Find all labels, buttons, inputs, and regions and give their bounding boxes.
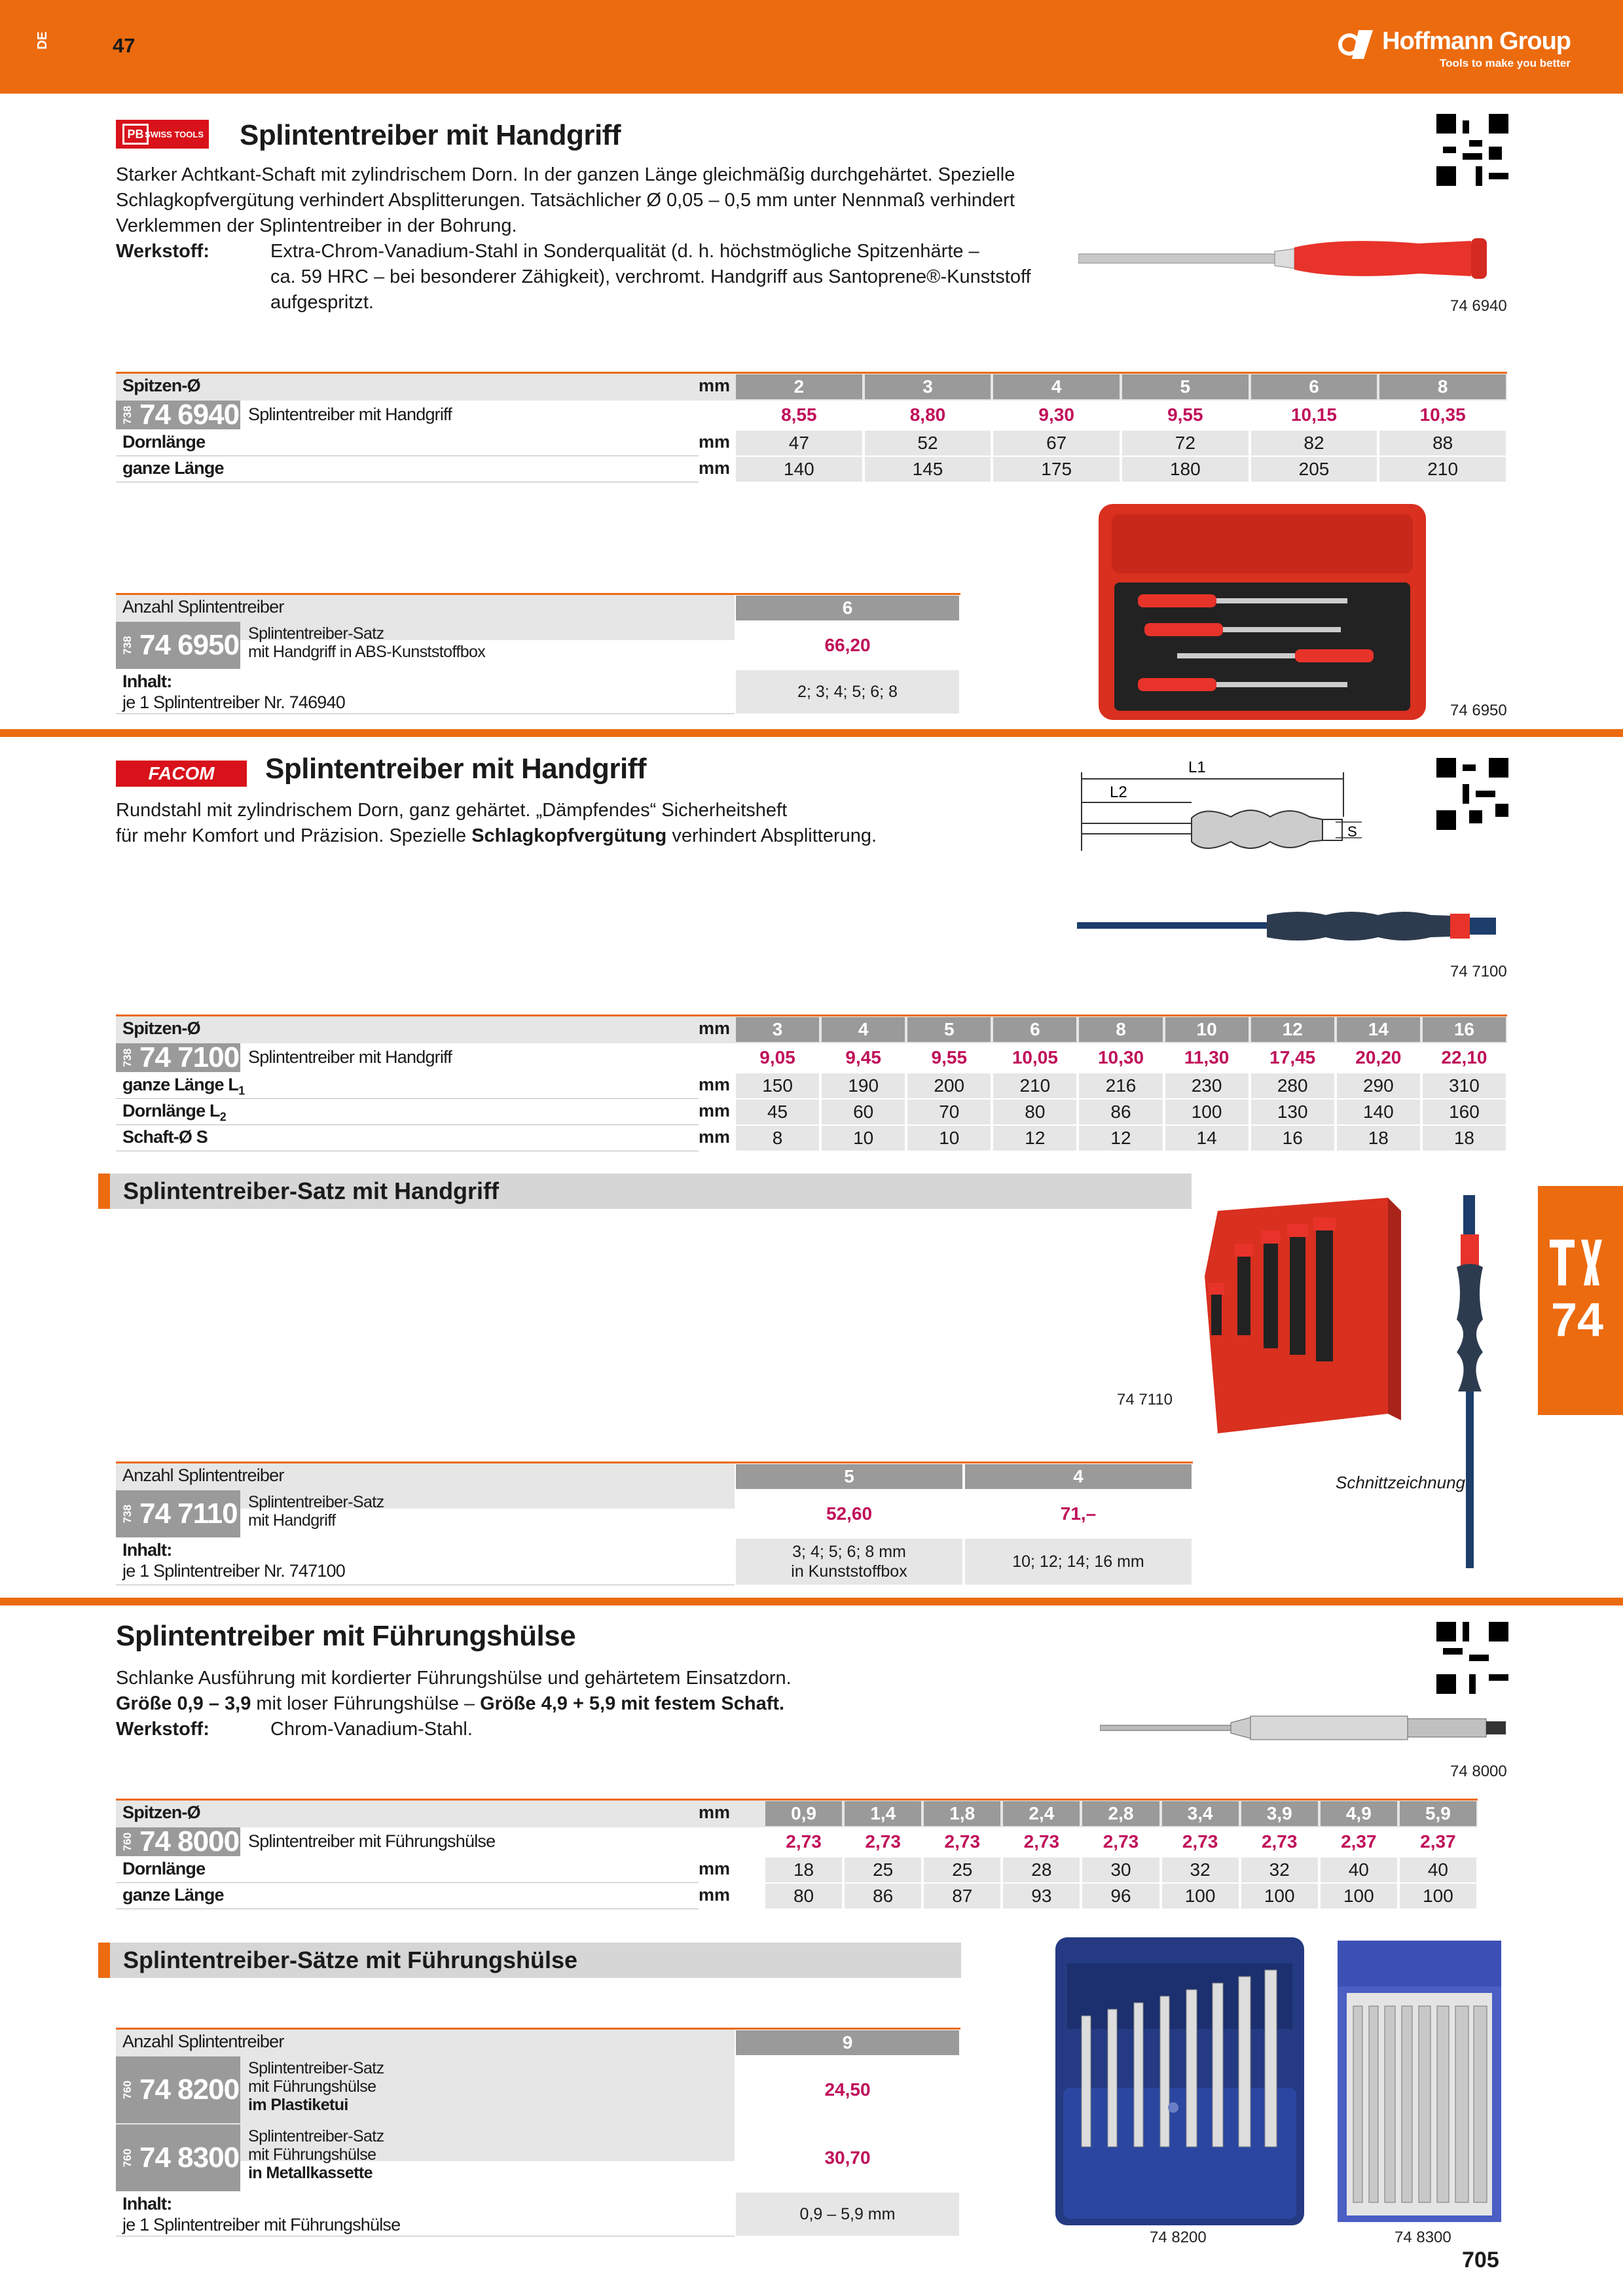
value-cell: 100 [1162,1884,1239,1909]
article-number-cell [116,1827,240,1856]
section-description [116,162,1085,239]
price-cell: 2,73 [1162,1827,1239,1856]
value-cell: 10 [822,1126,905,1151]
value-cell: 310 [1423,1073,1506,1098]
row-label: Spitzen-Ø [122,376,200,395]
value-cell: 12 [993,1126,1076,1151]
inhalt-value [736,1539,962,1585]
article-description [248,2059,384,2114]
size-header: 14 [1337,1017,1420,1042]
image-code: 74 7110 [1117,1391,1173,1408]
inhalt-value [736,2193,959,2236]
logo-text: FACOM [148,763,215,783]
count-label: Anzahl Splintentreiber [122,2032,284,2051]
qr-code-icon[interactable] [1436,114,1508,186]
pin-punch-image [1078,229,1504,295]
table-top-rule [116,2028,960,2030]
size-header: 3 [736,1017,819,1042]
cross-section-label: Schnittzeichnung [1336,1473,1466,1492]
value-cell: 140 [1337,1100,1420,1124]
article-table-746940 [116,372,1507,484]
price-cell: 2,37 [1400,1827,1476,1856]
description-line: mit Führungshülse [248,2077,376,2096]
value-cell: 86 [845,1884,921,1909]
section-title: Splintentreiber mit Handgriff [265,753,646,785]
metal-case-image [1338,1941,1501,2222]
article-number: 74 6950 [139,629,240,661]
cross-section-image [1444,1195,1496,1568]
value-cell: 80 [765,1884,842,1909]
value-cell: 40 [1321,1857,1397,1882]
group-number: 738 [121,636,134,655]
value-cell: 70 [907,1100,991,1124]
group-number: 760 [121,1832,134,1852]
description-line: in Metallkassette [248,2164,373,2182]
size-header: 5,9 [1400,1801,1476,1826]
article-number: 74 8200 [139,2073,240,2106]
qr-code-icon[interactable] [1436,1622,1508,1694]
article-description: Splintentreiber mit Führungshülse [248,1831,496,1851]
row-label-text: Schaft-Ø S [122,1127,208,1147]
price-cell: 9,45 [822,1043,905,1072]
unit-label: mm [699,458,731,478]
inhalt-value-line: 0,9 – 5,9 mm [799,2205,896,2223]
inhalt-text: je 1 Splintentreiber Nr. 746940 [122,692,345,712]
price-cell: 10,15 [1251,401,1377,429]
inhalt-value [736,670,959,713]
set-table-747110 [116,1462,1193,1586]
row-label-text: ganze Länge [122,1885,224,1905]
price-cell: 66,20 [824,635,871,655]
facom-punch-image [1077,903,1509,949]
size-header: 4 [993,374,1120,399]
table-top-rule [116,372,1507,374]
inhalt-text: je 1 Splintentreiber mit Führungshülse [122,2215,401,2234]
value-cell: 96 [1082,1884,1159,1909]
unit-label: mm [699,376,731,395]
description-line: mit Führungshülse [248,2145,376,2164]
value-cell: 10 [907,1126,991,1151]
description-line: Splintentreiber-Satz [248,624,384,643]
subsection-title [98,1174,1192,1209]
article-description [248,624,485,661]
description-line: Splintentreiber-Satz [248,2127,384,2145]
value-cell: 40 [1400,1857,1476,1882]
desc-line: Rundstahl mit zylindrischem Dorn, ganz gehärtet. „Dämpfendes“ Sicherheitsheft [116,800,788,821]
size-header: 8 [1379,374,1506,399]
price-cell: 2,37 [1321,1827,1397,1856]
desc-bold: Größe 4,9 + 5,9 mit festem Schaft. [480,1693,785,1714]
value-cell: 230 [1165,1073,1249,1098]
facom-logo [116,761,247,787]
count-header: 4 [965,1464,1192,1489]
image-code: 74 8000 [1450,1763,1507,1780]
value-cell: 290 [1337,1073,1420,1098]
price-cell: 52,60 [826,1503,873,1524]
row-label [122,1127,208,1147]
price-cell: 2,73 [765,1827,842,1856]
value-cell: 180 [1122,457,1249,482]
unit-label: mm [699,1101,731,1121]
subsection-title-text: Splintentreiber-Satz mit Handgriff [123,1177,500,1204]
value-cell: 14 [1165,1126,1249,1151]
row-label-sub: 1 [238,1084,245,1098]
image-code: 74 6940 [1450,297,1507,315]
group-number: 738 [121,1048,134,1067]
row-label [122,1885,224,1905]
value-cell: 130 [1251,1100,1334,1124]
count-header: 9 [736,2030,959,2055]
language-label: DE [35,31,50,50]
row-label-text: ganze Länge L [122,1075,239,1094]
article-number-cell [116,622,240,669]
werkstoff-label: Werkstoff: [116,1719,210,1740]
value-cell: 216 [1079,1073,1162,1098]
value-cell: 32 [1241,1857,1318,1882]
value-cell: 205 [1251,457,1377,482]
section-divider [0,729,1623,737]
article-number: 74 6940 [139,399,240,431]
size-header: 0,9 [765,1801,842,1826]
unit-label: mm [699,432,731,452]
value-cell: 28 [1003,1857,1080,1882]
size-header: 10 [1165,1017,1249,1042]
hoffmann-logo-icon [1335,27,1376,62]
inhalt-rule [116,713,735,714]
value-cell: 18 [1337,1126,1420,1151]
count-header: 5 [736,1464,962,1489]
size-header: 8 [1079,1017,1162,1042]
unit-label: mm [699,1127,731,1147]
desc-text: mit loser Führungshülse – [251,1693,481,1714]
article-description [248,1493,384,1530]
row-label-text: Dornlänge L [122,1101,220,1121]
value-cell: 93 [1003,1884,1080,1909]
guide-sleeve-punch-image [1100,1708,1519,1748]
article-number-cell [116,401,240,429]
value-cell: 87 [924,1884,1000,1909]
dim-l1: L1 [1188,759,1206,776]
desc-line: Starker Achtkant-Schaft mit zylindrischem Dorn. In der ganzen Länge gleichmäßig durchgehärtet. Spezielle [116,164,1015,185]
value-cell: 190 [822,1073,905,1098]
table-top-rule [116,1014,1507,1016]
description-line: im Plastiketui [248,2096,348,2114]
value-cell: 82 [1251,431,1377,456]
size-header: 12 [1251,1017,1334,1042]
size-header: 4 [822,1017,905,1042]
desc-line: Verklemmen der Splintentreiber in der Bohrung. [116,215,517,236]
article-number: 74 7100 [139,1041,240,1073]
value-cell: 32 [1162,1857,1239,1882]
group-number: 760 [121,2148,134,2168]
inhalt-text: je 1 Splintentreiber Nr. 747100 [122,1561,345,1581]
size-header: 3,4 [1162,1801,1239,1826]
article-table-747100 [116,1014,1507,1153]
price-cell: 17,45 [1251,1043,1334,1072]
value-cell: 18 [1423,1126,1506,1151]
price-cell: 9,55 [1122,401,1249,429]
size-header: 6 [993,1017,1076,1042]
table-top-rule [116,1462,1193,1463]
value-cell: 30 [1082,1857,1159,1882]
article-number-cell [116,1490,240,1537]
price-cell: 30,70 [824,2147,871,2168]
price-cell: 9,30 [993,401,1120,429]
werkstoff-label: Werkstoff: [116,241,210,262]
value-cell: 100 [1165,1100,1249,1124]
value-cell: 72 [1122,431,1249,456]
value-cell: 210 [1379,457,1506,482]
table-top-rule [116,593,960,595]
article-number-cell [116,2056,240,2123]
unit-label: mm [699,1859,731,1878]
price-cell: 2,73 [924,1827,1000,1856]
description-line: mit Handgriff in ABS-Kunststoffbox [248,643,486,661]
section-title: Splintentreiber mit Führungshülse [116,1620,576,1652]
value-cell: 140 [736,457,862,482]
value-cell: 100 [1241,1884,1318,1909]
article-table-748000 [116,1799,1507,1914]
brand-name: Hoffmann Group [1382,27,1571,55]
value-cell: 210 [993,1073,1076,1098]
price-cell: 10,35 [1379,401,1506,429]
subsection-title [98,1943,961,1978]
qr-code-icon[interactable] [1436,758,1508,830]
article-description [248,2127,384,2182]
row-label: Spitzen-Ø [122,1803,200,1822]
desc-line: für mehr Komfort und Präzision. Spezielle [116,825,472,846]
value-cell: 12 [1079,1126,1162,1151]
row-label-text: Dornlänge [122,1859,206,1878]
inhalt-value-line: in Kunststoffbox [791,1562,907,1581]
value-cell: 67 [993,431,1120,456]
inhalt-label: Inhalt: [122,2194,172,2214]
size-header: 2,4 [1003,1801,1080,1826]
set-table-748200-748300 [116,2028,960,2238]
article-number-cell [116,2125,240,2191]
count-label: Anzahl Splintentreiber [122,1465,284,1485]
price-cell: 8,80 [865,401,991,429]
desc-line: Schlagkopfvergütung verhindert Absplitterungen. Tatsächlicher Ø 0,05 – 0,5 mm unter Nennmaß verhindert [116,190,1015,211]
section-description [116,798,1065,849]
price-cell: 22,10 [1423,1043,1506,1072]
value-cell: 8 [736,1126,819,1151]
value-cell: 25 [845,1857,921,1882]
inhalt-value-line: 3; 4; 5; 6; 8 mm [792,1543,906,1561]
row-label [122,458,224,478]
inhalt-label: Inhalt: [122,1540,172,1560]
row-label-text: Dornlänge [122,432,206,452]
price-cell: 9,05 [736,1043,819,1072]
price-cell: 10,30 [1079,1043,1162,1072]
inhalt-value-line: 10; 12; 14; 16 mm [1012,1552,1144,1571]
set-table-746950 [116,593,960,717]
size-header: 5 [907,1017,991,1042]
size-header: 4,9 [1321,1801,1397,1826]
logo-text: SWISS TOOLS [144,129,204,139]
desc-line: Schlanke Ausführung mit kordierter Führungshülse und gehärtetem Einsatzdorn. [116,1668,792,1689]
price-cell: 11,30 [1165,1043,1249,1072]
pb-swiss-logo: PB SWISS TOOLS [116,120,209,149]
row-label: Spitzen-Ø [122,1018,200,1038]
group-number: 760 [121,2080,134,2100]
size-header: 3 [865,374,991,399]
value-cell: 47 [736,431,862,456]
image-code: 74 6950 [1450,702,1507,719]
value-cell: 86 [1079,1100,1162,1124]
value-cell: 175 [993,457,1120,482]
value-cell: 16 [1251,1126,1334,1151]
subsection-title-text: Splintentreiber-Sätze mit Führungshülse [123,1946,578,1973]
plastic-wallet-image [1055,1937,1304,2225]
row-rule [116,1124,699,1125]
size-header: 1,8 [924,1801,1000,1826]
image-code: 74 8200 [1150,2229,1207,2246]
count-header: 6 [736,596,959,620]
brand-tagline: Tools to make you better [1440,57,1571,69]
description-line: mit Handgriff [248,1511,336,1530]
size-header: 5 [1122,374,1249,399]
size-header: 3,9 [1241,1801,1318,1826]
row-label [122,1101,226,1124]
value-cell: 100 [1321,1884,1397,1909]
article-description: Splintentreiber mit Handgriff [248,404,452,424]
value-cell: 145 [865,457,991,482]
price-cell: 10,05 [993,1043,1076,1072]
table-top-rule [116,1799,1478,1801]
werkstoff-line: Extra-Chrom-Vanadium-Stahl in Sonderqualität (d. h. höchstmögliche Spitzenhärte – [270,241,979,262]
article-number: 74 8000 [139,1825,240,1857]
value-cell: 25 [924,1857,1000,1882]
description-line: Splintentreiber-Satz [248,2059,384,2077]
dim-l2: L2 [1110,783,1127,801]
header-bar [0,0,1623,94]
werkstoff-text [270,239,1082,315]
description-line: Splintentreiber-Satz [248,1493,384,1511]
value-cell: 52 [865,431,991,456]
article-number: 74 8300 [139,2142,240,2174]
article-description: Splintentreiber mit Handgriff [248,1047,452,1067]
value-cell: 150 [736,1073,819,1098]
row-rule [116,1882,699,1883]
brand-logo [1382,27,1571,70]
size-header: 6 [1251,374,1377,399]
row-label [122,1075,244,1098]
desc-bold: Größe 0,9 – 3,9 [116,1693,251,1714]
count-label: Anzahl Splintentreiber [122,597,284,617]
price-cell: 24,50 [824,2079,871,2100]
set-box-image [1099,504,1426,720]
desc-bold: Schlagkopfvergütung [471,825,667,846]
unit-label: mm [699,1018,731,1038]
price-cell: 71,– [1060,1503,1097,1524]
page-number-right: 705 [1462,2248,1499,2272]
row-label [122,432,205,452]
value-cell: 280 [1251,1073,1334,1098]
inhalt-label: Inhalt: [122,672,172,691]
section-title: Splintentreiber mit Handgriff [240,119,621,151]
value-cell: 45 [736,1100,819,1124]
value-cell: 100 [1400,1884,1476,1909]
row-label-sub: 2 [219,1110,226,1124]
dim-s: S [1347,823,1357,840]
price-cell: 9,55 [907,1043,991,1072]
article-number-cell [116,1043,240,1072]
group-number: 738 [121,405,134,425]
size-header: 2 [736,374,862,399]
desc-end: verhindert Absplitterung. [666,825,877,846]
value-cell: 88 [1379,431,1506,456]
value-cell: 18 [765,1857,842,1882]
value-cell: 200 [907,1073,991,1098]
chapter-tab[interactable] [1538,1186,1623,1415]
price-cell: 2,73 [845,1827,921,1856]
size-header: 2,8 [1082,1801,1159,1826]
werkstoff-line: aufgespritzt. [270,292,374,313]
article-number: 74 7110 [139,1498,238,1530]
section-divider [0,1598,1623,1605]
unit-label: mm [699,1885,731,1905]
werkstoff-text: Chrom-Vanadium-Stahl. [270,1719,473,1740]
row-rule [116,1098,699,1099]
price-cell: 20,20 [1337,1043,1420,1072]
image-code: 74 8300 [1395,2229,1451,2246]
row-label [122,1859,205,1879]
inhalt-value-line: 2; 3; 4; 5; 6; 8 [797,683,898,701]
size-header: 1,4 [845,1801,921,1826]
page-number-left: 47 [113,34,136,57]
price-cell: 2,73 [1082,1827,1159,1856]
image-code: 74 7100 [1450,963,1507,980]
chapter-number: 74 [1551,1294,1604,1346]
size-header: 16 [1423,1017,1506,1042]
price-cell: 2,73 [1241,1827,1318,1856]
price-cell: 2,73 [1003,1827,1080,1856]
value-cell: 160 [1423,1100,1506,1124]
value-cell: 60 [822,1100,905,1124]
price-cell: 8,55 [736,401,862,429]
dimension-drawing [1074,759,1375,857]
unit-label: mm [699,1803,731,1822]
facom-set-image [1192,1198,1401,1433]
werkstoff-line: ca. 59 HRC – bei besonderer Zähigkeit), verchromt. Handgriff aus Santoprene®-Kunststoff [270,266,1031,287]
inhalt-value [965,1539,1192,1585]
row-label-text: ganze Länge [122,458,224,478]
value-cell: 80 [993,1100,1076,1124]
group-number: 738 [121,1504,134,1524]
section-description [116,1666,1098,1717]
unit-label: mm [699,1075,731,1094]
tools-icon [1550,1240,1602,1285]
